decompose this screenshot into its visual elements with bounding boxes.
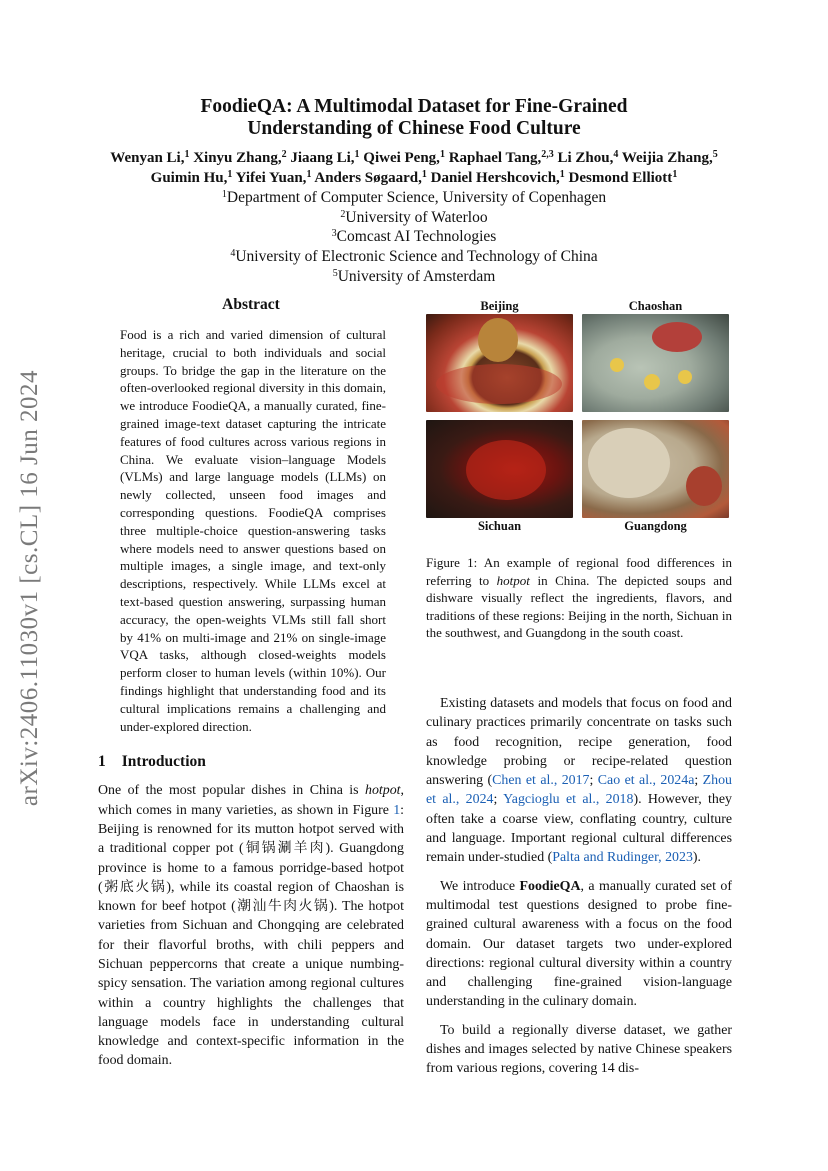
author: Raphael Tang,$^{2,3}$ xyxy=(448,149,554,166)
chinese-term: 潮汕牛肉火锅 xyxy=(235,898,330,915)
panel-label: Sichuan xyxy=(477,519,522,533)
panel-label: Beijing xyxy=(480,299,519,313)
affiliation: $^2$University of Waterloo xyxy=(340,208,488,226)
figure-1 xyxy=(426,298,732,642)
citation-link[interactable]: Yagcioglu et al., 2018 xyxy=(503,792,634,808)
author: Guimin Hu,$^1$ xyxy=(150,169,233,186)
panel-label: Guangdong xyxy=(624,519,687,533)
figure-panel-guangdong xyxy=(582,412,729,534)
arxiv-identifier: arXiv:2406.11030v1 [cs.CL] 16 Jun 2024 xyxy=(16,370,43,807)
body-paragraph: Existing datasets and models that focus on food and culinary practices primarily concentrate on tasks such as food recognition, recipe generation, food knowledge probing or recipe-related question answering (Chen et al., 2017; Cao et al., 2024a; Zhou et al., 2024; Yagcioglu et al., 2018). However, they often take a coarse view, conflating country, culture and language. Important regional cultural differences remain under-studied (Palta and Rudinger, 2023). xyxy=(426,696,732,866)
affiliation: $^4$University of Electronic Science and Technology of China xyxy=(230,248,598,266)
hotpot-emphasis: hotpot xyxy=(365,783,401,799)
section-number: 1 xyxy=(98,753,106,771)
author-list xyxy=(60,148,768,188)
figure-panel-sichuan xyxy=(426,412,573,534)
author: Yifei Yuan,$^1$ xyxy=(235,169,312,186)
figure-panel-beijing xyxy=(426,298,573,412)
citation-link[interactable]: Cao et al., 2024a xyxy=(597,773,695,789)
beijing-hotpot-photo xyxy=(426,314,573,412)
left-column xyxy=(98,296,404,1071)
author: Anders Søgaard,$^1$ xyxy=(314,169,427,186)
right-column xyxy=(426,694,732,1088)
citation-link[interactable]: Zhou et al., 2024 xyxy=(426,773,732,808)
chinese-term: 铜锅涮羊肉 xyxy=(243,840,326,857)
author: Daniel Hershcovich,$^1$ xyxy=(430,169,565,186)
author: Li Zhou,$^4$ xyxy=(557,149,619,166)
affiliation: $^3$Comcast AI Technologies xyxy=(331,228,497,246)
panel-label: Chaoshan xyxy=(628,299,683,313)
section-title: Introduction xyxy=(121,753,206,771)
abstract-heading: Abstract xyxy=(222,296,280,313)
paper-title xyxy=(0,96,828,140)
sichuan-hotpot-photo xyxy=(426,420,573,518)
citation-link[interactable]: Chen et al., 2017 xyxy=(492,773,590,789)
author: Jiaang Li,$^1$ xyxy=(290,149,360,166)
affiliation: $^5$University of Amsterdam xyxy=(332,267,496,285)
author: Qiwei Peng,$^1$ xyxy=(363,149,445,166)
body-paragraph: To build a regionally diverse dataset, we gather dishes and images selected by native Chinese speakers from various regions, covering 14 dis- xyxy=(426,1022,732,1077)
affiliation-list xyxy=(60,188,768,287)
guangdong-hotpot-photo xyxy=(582,420,729,518)
intro-paragraph: One of the most popular dishes in China is hotpot, which comes in many varieties, as shown in Figure 1: Beijing is renowned for its mutton hotpot served with a traditional copper pot (铜锅涮羊肉). Guangdong province is home to a famous porridge-based hotpot (粥底火锅), while its coastal region of Chaoshan is known for beef hotpot (潮汕牛肉火锅). The hotpot varieties from Sichuan and Chongqing are celebrated for their flavorful broths, with chili peppers and Sichuan peppercorns that create a unique numbing-spicy sensation. The variation among regional cultures within a country highlights the challenges that language models face in understanding cultural knowledge and context-specific information in the food domain. xyxy=(98,783,404,1069)
figure-panel-chaoshan xyxy=(582,298,729,412)
citation-link[interactable]: Palta and Rudinger, 2023 xyxy=(552,850,693,866)
author: Wenyan Li,$^1$ xyxy=(110,149,190,166)
chaoshan-hotpot-photo xyxy=(582,314,729,412)
dataset-name: FoodieQA xyxy=(519,878,581,894)
abstract-text: Food is a rich and varied dimension of cultural heritage, crucial to both individuals and social groups. To bridge the gap in the literature on the often-overlooked regional diversity in this domain, we introduce FoodieQA, a manually curated, fine-grained image-text dataset capturing the intricate features of food cultures across various regions in China. We evaluate vision–language Models (VLMs) and large language models (LLMs) on newly collected, unseen food images and corresponding questions. FoodieQA comprises three multiple-choice question-answering tasks where models need to answer questions based on multiple images, a single image, and text-only descriptions, respectively. While LLMs excel at text-based question answering, surpassing human accuracy, the open-weights VLMs still fall short by 41% on multi-image and 21% on single-image VQA tasks, although closed-weights models perform closer to human levels (within 10%). Our findings highlight that understanding food and its cultural implications remains a challenging and under-explored direction. xyxy=(120,327,386,734)
title-line-1: FoodieQA: A Multimodal Dataset for Fine-Grained xyxy=(200,96,628,117)
figure-image-grid xyxy=(426,298,732,534)
author: Xinyu Zhang,$^2$ xyxy=(193,149,287,166)
figure-caption: Figure 1: An example of regional food differences in referring to hotpot in China. The depicted soups and dishware visually reflect the ingredients, flavors, and traditions of these regions: Beijing in the north, Sichuan in the southwest, and Guangdong in the south coast. xyxy=(426,555,732,640)
affiliation: $^1$Department of Computer Science, University of Copenhagen xyxy=(221,189,607,206)
chinese-term: 粥底火锅 xyxy=(102,878,167,895)
figure-1-link[interactable]: 1 xyxy=(393,802,401,818)
author: Weijia Zhang,$^5$ xyxy=(621,149,718,166)
author: Desmond Elliott$^1$ xyxy=(568,169,678,186)
title-line-2: Understanding of Chinese Food Culture xyxy=(247,118,581,139)
section-heading-introduction xyxy=(98,753,404,771)
body-paragraph: We introduce FoodieQA, a manually curated set of multimodal test questions designed to probe fine-grained cultural awareness with a focus on the food domain. Our dataset targets two under-explored directions: regional cultural diversity within a country and challenging fine-grained vision-language understanding in the culinary domain. xyxy=(426,878,732,1010)
